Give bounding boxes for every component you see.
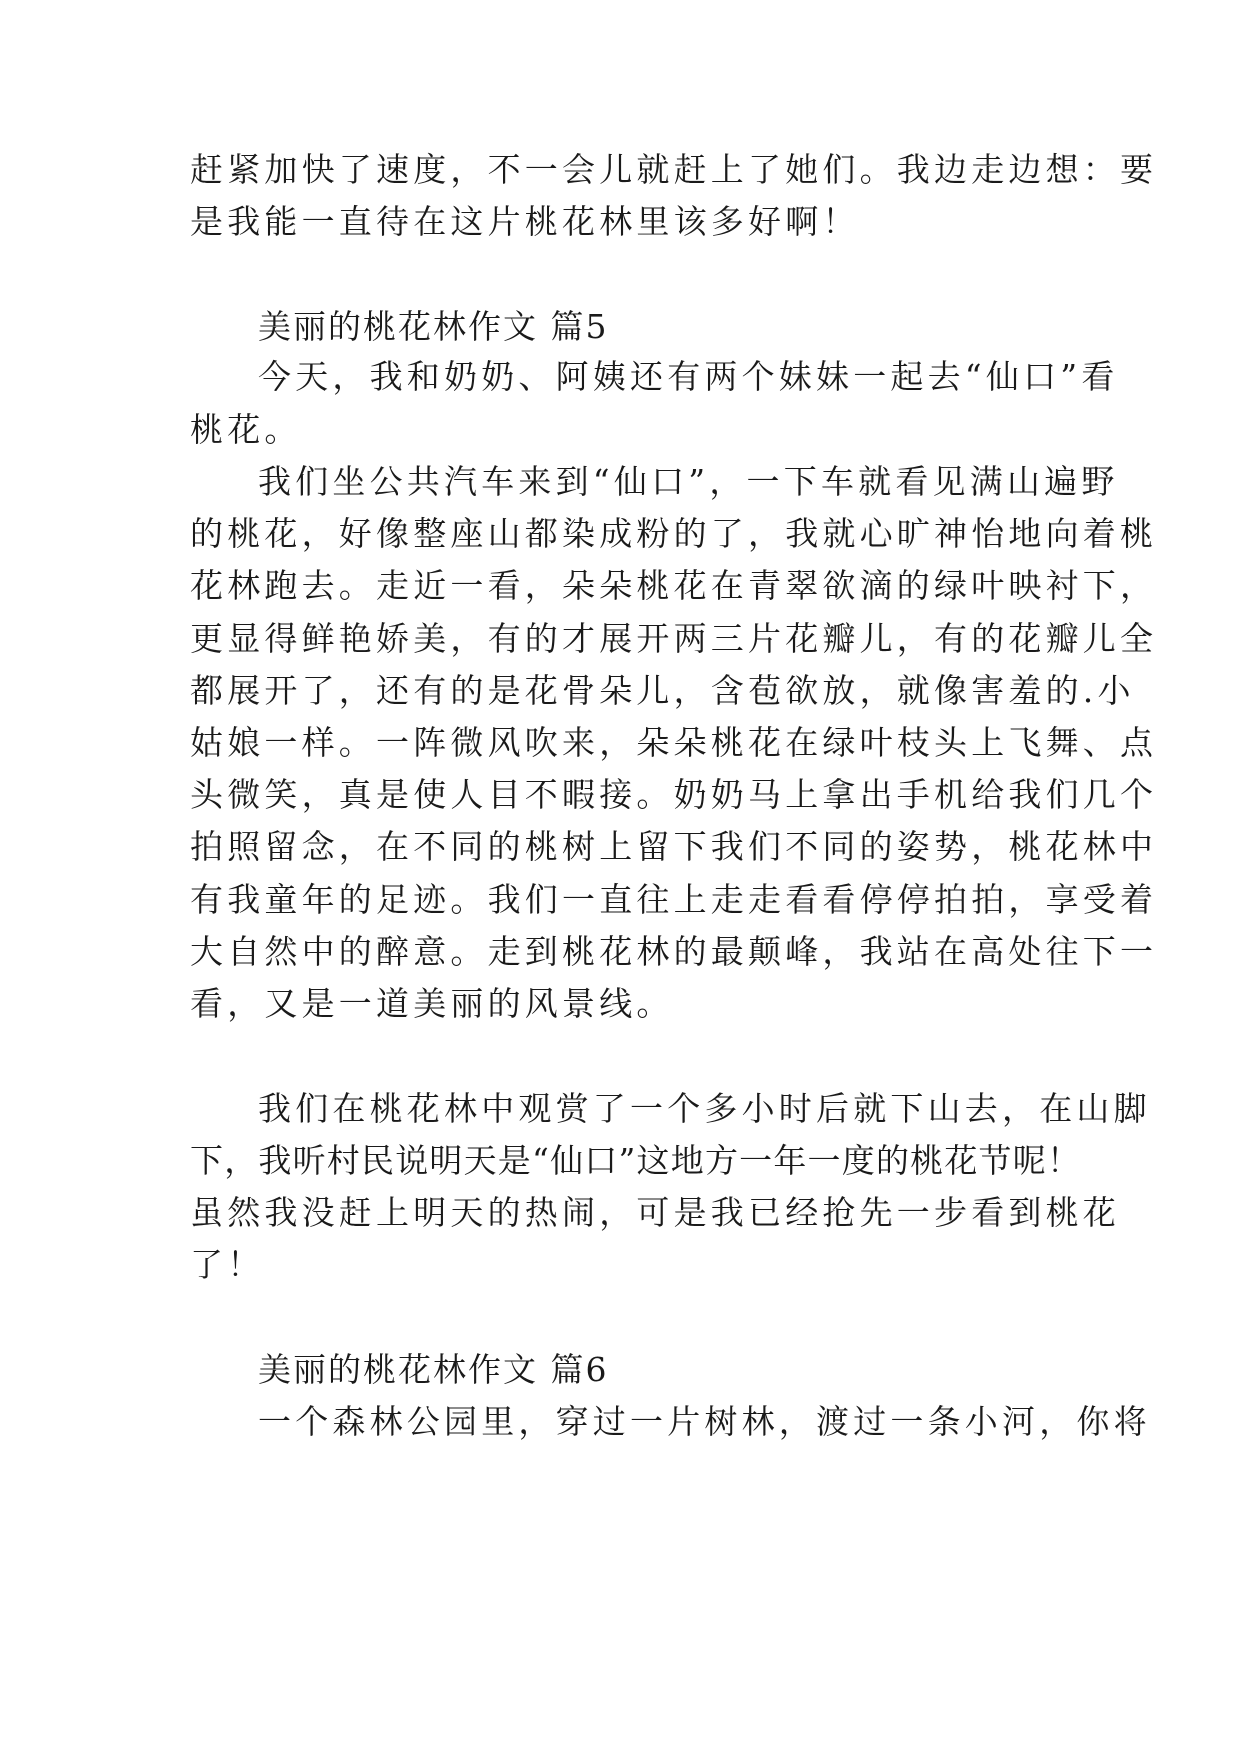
paragraph-3-line-6: 姑娘一样。一阵微风吹来，朵朵桃花在绿叶枝头上飞舞、点 [190, 723, 1158, 762]
paragraph-3-line-5: 都展开了，还有的是花骨朵儿，含苞欲放，就像害羞的.小 [190, 671, 1135, 710]
section-heading-5: 美丽的桃花林作文 篇5 [258, 307, 609, 346]
paragraph-4-line-1: 我们在桃花林中观赏了一个多小时后就下山去，在山脚 [258, 1089, 1151, 1128]
paragraph-4-line-2: 下，我听村民说明天是“仙口”这地方一年一度的桃花节呢！ [190, 1141, 1082, 1180]
paragraph-3-line-9: 有我童年的足迹。我们一直往上走走看看停停拍拍，享受着 [190, 880, 1158, 919]
paragraph-3-line-11: 看，又是一道美丽的风景线。 [190, 984, 674, 1023]
paragraph-4-line-4: 了！ [190, 1245, 265, 1284]
paragraph-3-line-2: 的桃花，好像整座山都染成粉的了，我就心旷神怡地向着桃 [190, 514, 1158, 553]
paragraph-3-line-3: 花林跑去。走近一看，朵朵桃花在青翠欲滴的绿叶映衬下， [190, 566, 1158, 605]
paragraph-3-line-1: 我们坐公共汽车来到“仙口”，一下车就看见满山遍野 [258, 462, 1119, 501]
paragraph-4-line-3: 虽然我没赶上明天的热闹，可是我已经抢先一步看到桃花 [190, 1193, 1120, 1232]
paragraph-3-line-8: 拍照留念，在不同的桃树上留下我们不同的姿势，桃花林中 [190, 827, 1158, 866]
paragraph-3-line-4: 更显得鲜艳娇美，有的才展开两三片花瓣儿，有的花瓣儿全 [190, 619, 1158, 658]
paragraph-2-line-2: 桃花。 [190, 410, 302, 449]
paragraph-5-line-1: 一个森林公园里，穿过一片树林，渡过一条小河，你将 [258, 1402, 1151, 1441]
section-heading-6: 美丽的桃花林作文 篇6 [258, 1350, 609, 1389]
paragraph-3-line-10: 大自然中的醉意。走到桃花林的最颠峰，我站在高处往下一 [190, 932, 1158, 971]
paragraph-1-line-1: 赶紧加快了速度，不一会儿就赶上了她们。我边走边想：要 [190, 150, 1158, 189]
paragraph-2-line-1: 今天，我和奶奶、阿姨还有两个妹妹一起去“仙口”看 [258, 357, 1119, 396]
paragraph-3-line-7: 头微笑，真是使人目不暇接。奶奶马上拿出手机给我们几个 [190, 775, 1158, 814]
paragraph-1-line-2: 是我能一直待在这片桃花林里该多好啊！ [190, 202, 860, 241]
